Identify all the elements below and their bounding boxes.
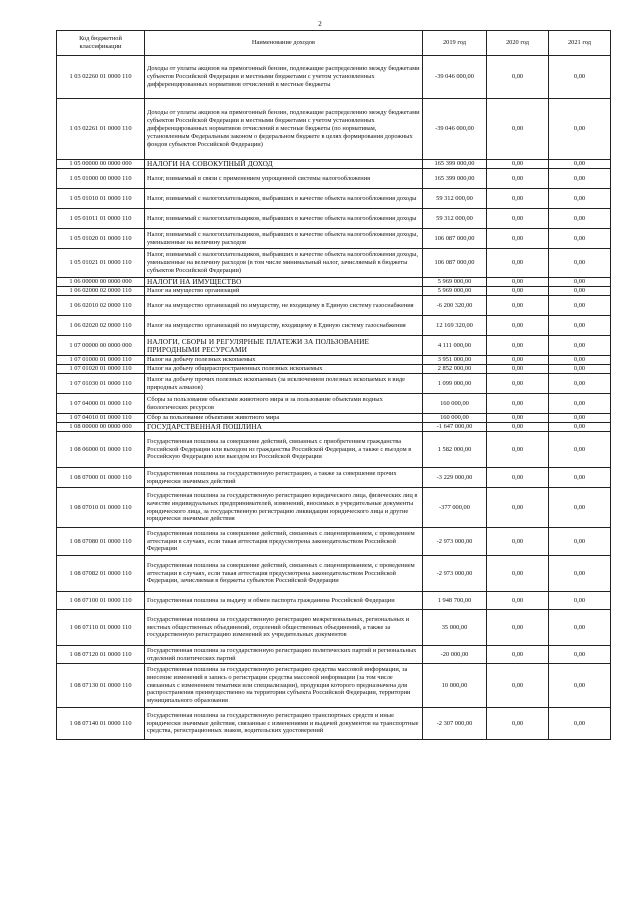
row-value-2021: 0,00 — [549, 296, 611, 316]
row-value-2019: 106 087 000,00 — [423, 249, 487, 278]
row-code: 1 08 07100 01 0000 110 — [57, 592, 145, 610]
row-value-2019: -3 229 000,00 — [423, 468, 487, 488]
row-value-2020: 0,00 — [487, 249, 549, 278]
row-name: Государственная пошлина за государственную регистрацию межрегиональных, региональных и местных общественных объединений, отделений общественных объединений, а также за государственную регистрацию изменений их учредительных документов — [145, 610, 423, 646]
table-row — [57, 189, 611, 209]
row-name: НАЛОГИ НА ИМУЩЕСТВО — [145, 278, 423, 287]
row-value-2020: 0,00 — [487, 528, 549, 556]
row-code: 1 05 01010 01 0000 110 — [57, 189, 145, 209]
row-value-2021: 0,00 — [549, 356, 611, 365]
table-row — [57, 296, 611, 316]
row-value-2020: 0,00 — [487, 610, 549, 646]
row-value-2020: 0,00 — [487, 488, 549, 528]
header-2021: 2021 год — [549, 31, 611, 56]
row-value-2021: 0,00 — [549, 488, 611, 528]
row-code: 1 08 07120 01 0000 110 — [57, 646, 145, 664]
table-row — [57, 664, 611, 708]
row-name: Государственная пошлина за совершение действий, связанных с приобретением гражданства Российской Федерации или выходом из гражданства Российской Федерации, а также с въездом в Российскую Федерацию или выездом из Российской Федерации — [145, 432, 423, 468]
row-value-2019: 1 099 000,00 — [423, 374, 487, 394]
row-value-2019: 165 399 000,00 — [423, 169, 487, 189]
row-code: 1 05 01000 00 0000 110 — [57, 169, 145, 189]
row-name: Налог, взимаемый с налогоплательщиков, выбравших в качестве объекта налогообложения доходы, уменьшенные на величину расходов (в том числе минимальный налог, зачисляемый в бюджеты субъектов Российской Федерации) — [145, 249, 423, 278]
row-value-2019: -6 200 320,00 — [423, 296, 487, 316]
row-code: 1 08 00000 00 0000 000 — [57, 423, 145, 432]
row-value-2021: 0,00 — [549, 468, 611, 488]
row-code: 1 08 07082 01 0000 110 — [57, 556, 145, 592]
row-value-2021: 0,00 — [549, 365, 611, 374]
row-code: 1 08 07130 01 0000 110 — [57, 664, 145, 708]
row-value-2020: 0,00 — [487, 287, 549, 296]
row-name: Налог, взимаемый с налогоплательщиков, выбравших в качестве объекта налогообложения доходы — [145, 189, 423, 209]
row-value-2020: 0,00 — [487, 646, 549, 664]
row-value-2020: 0,00 — [487, 394, 549, 414]
row-name: Налог на имущество организаций по имуществу, входящему в Единую систему газоснабжения — [145, 316, 423, 336]
table-row — [57, 278, 611, 287]
row-value-2021: 0,00 — [549, 592, 611, 610]
table-row — [57, 394, 611, 414]
row-value-2020: 0,00 — [487, 99, 549, 160]
row-code: 1 06 02000 02 0000 110 — [57, 287, 145, 296]
table-row — [57, 432, 611, 468]
row-code: 1 07 01020 01 0000 110 — [57, 365, 145, 374]
table-row — [57, 610, 611, 646]
table-row — [57, 423, 611, 432]
row-value-2020: 0,00 — [487, 556, 549, 592]
row-name: Государственная пошлина за выдачу и обмен паспорта гражданина Российской Федерации — [145, 592, 423, 610]
table-row — [57, 209, 611, 229]
table-row — [57, 414, 611, 423]
row-value-2021: 0,00 — [549, 99, 611, 160]
row-value-2019: 5 969 000,00 — [423, 278, 487, 287]
row-code: 1 08 07010 01 0000 110 — [57, 488, 145, 528]
row-name: Государственная пошлина за государственную регистрацию, а также за совершение прочих юридически значимых действий — [145, 468, 423, 488]
header-2020: 2020 год — [487, 31, 549, 56]
row-name: Государственная пошлина за совершение действий, связанных с лицензированием, с проведением аттестации в случаях, если такая аттестация предусмотрена законодательством Российской Федерации — [145, 528, 423, 556]
row-value-2021: 0,00 — [549, 189, 611, 209]
row-value-2019: 3 951 000,00 — [423, 356, 487, 365]
row-value-2021: 0,00 — [549, 646, 611, 664]
table-row — [57, 365, 611, 374]
row-code: 1 06 00000 00 0000 000 — [57, 278, 145, 287]
row-code: 1 08 07080 01 0000 110 — [57, 528, 145, 556]
row-value-2020: 0,00 — [487, 160, 549, 169]
row-code: 1 07 04000 01 0000 110 — [57, 394, 145, 414]
table-row — [57, 556, 611, 592]
row-code: 1 05 01011 01 0000 110 — [57, 209, 145, 229]
row-value-2021: 0,00 — [549, 160, 611, 169]
table-row — [57, 169, 611, 189]
row-name: НАЛОГИ, СБОРЫ И РЕГУЛЯРНЫЕ ПЛАТЕЖИ ЗА ПОЛЬЗОВАНИЕ ПРИРОДНЫМИ РЕСУРСАМИ — [145, 336, 423, 356]
row-name: Налог на имущество организаций по имуществу, не входящему в Единую систему газоснабжения — [145, 296, 423, 316]
table-row — [57, 316, 611, 336]
row-name: Доходы от уплаты акцизов на прямогонный бензин, подлежащие распределению между бюджетами субъектов Российской Федерации и местными бюджетами с учетом установленных дифференцированных нормативов отчислений в местные бюджеты (по нормативам, установленным Федеральным законом о федеральном бюджете в целях формирования дорожных фондов субъектов Российской Федерации) — [145, 99, 423, 160]
row-value-2020: 0,00 — [487, 209, 549, 229]
row-value-2021: 0,00 — [549, 664, 611, 708]
row-name: Налог, взимаемый в связи с применением упрощенной системы налогообложения — [145, 169, 423, 189]
row-name: Налог, взимаемый с налогоплательщиков, выбравших в качестве объекта налогообложения доходы, уменьшенные на величину расходов — [145, 229, 423, 249]
row-name: Сборы за пользование объектами животного мира и за пользование объектами водных биологических ресурсов — [145, 394, 423, 414]
row-value-2019: 5 969 000,00 — [423, 287, 487, 296]
row-value-2021: 0,00 — [549, 316, 611, 336]
row-value-2020: 0,00 — [487, 432, 549, 468]
row-name: Государственная пошлина за государственную регистрацию транспортных средств и иные юридически значимые действия, связанные с изменениями и выдачей документов на транспортные средства, регистрационных знаков, водительских удостоверений — [145, 708, 423, 740]
row-value-2021: 0,00 — [549, 169, 611, 189]
row-value-2020: 0,00 — [487, 423, 549, 432]
row-value-2019: -39 046 000,00 — [423, 56, 487, 99]
table-row — [57, 374, 611, 394]
row-value-2019: -2 973 000,00 — [423, 556, 487, 592]
row-name: Государственная пошлина за государственную регистрацию юридического лица, физических лиц в качестве индивидуальных предпринимателей, изменений, вносимых в учредительные документы юридического лица, за государственную регистрацию ликвидации юридического лица и другие юридически значимые действия — [145, 488, 423, 528]
row-value-2019: 106 087 000,00 — [423, 229, 487, 249]
row-value-2019: 12 169 320,00 — [423, 316, 487, 336]
table-row — [57, 249, 611, 278]
row-code: 1 07 00000 00 0000 000 — [57, 336, 145, 356]
row-value-2020: 0,00 — [487, 708, 549, 740]
row-value-2021: 0,00 — [549, 414, 611, 423]
row-value-2019: 160 000,00 — [423, 414, 487, 423]
row-code: 1 08 06000 01 0000 110 — [57, 432, 145, 468]
row-value-2021: 0,00 — [549, 209, 611, 229]
row-value-2020: 0,00 — [487, 169, 549, 189]
row-code: 1 08 07110 01 0000 110 — [57, 610, 145, 646]
table-row — [57, 336, 611, 356]
row-code: 1 08 07140 01 0000 110 — [57, 708, 145, 740]
row-value-2021: 0,00 — [549, 394, 611, 414]
row-name: Налог на добычу прочих полезных ископаемых (за исключением полезных ископаемых в виде природных алмазов) — [145, 374, 423, 394]
row-value-2021: 0,00 — [549, 423, 611, 432]
row-value-2019: 1 948 700,00 — [423, 592, 487, 610]
row-code: 1 07 04010 01 0000 110 — [57, 414, 145, 423]
row-code: 1 06 02010 02 0000 110 — [57, 296, 145, 316]
row-code: 1 05 00000 00 0000 000 — [57, 160, 145, 169]
header-2019: 2019 год — [423, 31, 487, 56]
row-value-2020: 0,00 — [487, 229, 549, 249]
row-value-2021: 0,00 — [549, 610, 611, 646]
row-value-2019: -39 046 000,00 — [423, 99, 487, 160]
table-row — [57, 528, 611, 556]
row-value-2019: 59 312 000,00 — [423, 189, 487, 209]
row-value-2020: 0,00 — [487, 56, 549, 99]
table-row — [57, 646, 611, 664]
row-value-2019: 2 852 000,00 — [423, 365, 487, 374]
row-code: 1 03 02260 01 0000 110 — [57, 56, 145, 99]
row-value-2020: 0,00 — [487, 414, 549, 423]
row-value-2019: 59 312 000,00 — [423, 209, 487, 229]
row-name: Налог на добычу полезных ископаемых — [145, 356, 423, 365]
row-value-2019: 10 000,00 — [423, 664, 487, 708]
row-value-2020: 0,00 — [487, 468, 549, 488]
row-value-2020: 0,00 — [487, 374, 549, 394]
row-value-2020: 0,00 — [487, 336, 549, 356]
header-name: Наименование доходов — [145, 31, 423, 56]
row-value-2019: -2 307 000,00 — [423, 708, 487, 740]
row-code: 1 05 01020 01 0000 110 — [57, 229, 145, 249]
row-code: 1 06 02020 02 0000 110 — [57, 316, 145, 336]
row-code: 1 05 01021 01 0000 110 — [57, 249, 145, 278]
table-row — [57, 56, 611, 99]
row-code: 1 07 01000 01 0000 110 — [57, 356, 145, 365]
row-name: Налог, взимаемый с налогоплательщиков, выбравших в качестве объекта налогообложения доходы — [145, 209, 423, 229]
table-row — [57, 468, 611, 488]
row-value-2021: 0,00 — [549, 249, 611, 278]
row-value-2019: 4 111 000,00 — [423, 336, 487, 356]
row-value-2021: 0,00 — [549, 229, 611, 249]
row-value-2019: 1 582 000,00 — [423, 432, 487, 468]
row-name: Государственная пошлина за совершение действий, связанных с лицензированием, с проведением аттестации в случаях, если такая аттестация предусмотрена законодательством Российской Федерации, зачисляемая в бюджеты субъектов Российской Федерации — [145, 556, 423, 592]
row-value-2019: -377 000,00 — [423, 488, 487, 528]
row-code: 1 03 02261 01 0000 110 — [57, 99, 145, 160]
header-code: Код бюджетной классификации — [57, 31, 145, 56]
row-name: Государственная пошлина за государственную регистрацию политических партий и региональных отделений политических партий — [145, 646, 423, 664]
row-value-2019: -20 000,00 — [423, 646, 487, 664]
table-header-row — [57, 31, 611, 56]
row-value-2020: 0,00 — [487, 365, 549, 374]
table-row — [57, 287, 611, 296]
row-value-2019: -1 647 000,00 — [423, 423, 487, 432]
row-value-2020: 0,00 — [487, 189, 549, 209]
row-value-2021: 0,00 — [549, 556, 611, 592]
revenue-table — [56, 30, 611, 740]
row-value-2020: 0,00 — [487, 664, 549, 708]
table-row — [57, 160, 611, 169]
row-value-2021: 0,00 — [549, 528, 611, 556]
table-row — [57, 592, 611, 610]
row-value-2020: 0,00 — [487, 592, 549, 610]
table-row — [57, 708, 611, 740]
row-value-2019: 165 399 000,00 — [423, 160, 487, 169]
row-value-2021: 0,00 — [549, 432, 611, 468]
table-row — [57, 229, 611, 249]
row-value-2021: 0,00 — [549, 56, 611, 99]
row-value-2019: -2 973 000,00 — [423, 528, 487, 556]
row-value-2021: 0,00 — [549, 374, 611, 394]
row-name: НАЛОГИ НА СОВОКУПНЫЙ ДОХОД — [145, 160, 423, 169]
table-row — [57, 356, 611, 365]
row-value-2021: 0,00 — [549, 336, 611, 356]
row-value-2020: 0,00 — [487, 296, 549, 316]
table-row — [57, 99, 611, 160]
table-row — [57, 488, 611, 528]
row-name: Сбор за пользование объектами животного мира — [145, 414, 423, 423]
row-value-2021: 0,00 — [549, 287, 611, 296]
row-name: Налог на добычу общераспространенных полезных ископаемых — [145, 365, 423, 374]
row-name: Государственная пошлина за государственную регистрацию средства массовой информации, за внесение изменений в запись о регистрации средства массовой информации (за том числе связанных с изменением тематики или специализации), продукция которого предназначена для распространения преимущественно на территории субъекта Российской Федерации, территории муниципального образования — [145, 664, 423, 708]
row-value-2021: 0,00 — [549, 708, 611, 740]
row-value-2019: 160 000,00 — [423, 394, 487, 414]
row-value-2020: 0,00 — [487, 278, 549, 287]
row-code: 1 07 01030 01 0000 110 — [57, 374, 145, 394]
row-name: Налог на имущество организаций — [145, 287, 423, 296]
row-value-2019: 35 000,00 — [423, 610, 487, 646]
page-number: 2 — [318, 20, 322, 28]
row-value-2021: 0,00 — [549, 278, 611, 287]
row-value-2020: 0,00 — [487, 356, 549, 365]
row-code: 1 08 07000 01 0000 110 — [57, 468, 145, 488]
row-name: Доходы от уплаты акцизов на прямогонный бензин, подлежащие распределению между бюджетами субъектов Российской Федерации и местными бюджетами с учетом установленных дифференцированных нормативов отчислений в местные бюджеты — [145, 56, 423, 99]
row-name: ГОСУДАРСТВЕННАЯ ПОШЛИНА — [145, 423, 423, 432]
row-value-2020: 0,00 — [487, 316, 549, 336]
